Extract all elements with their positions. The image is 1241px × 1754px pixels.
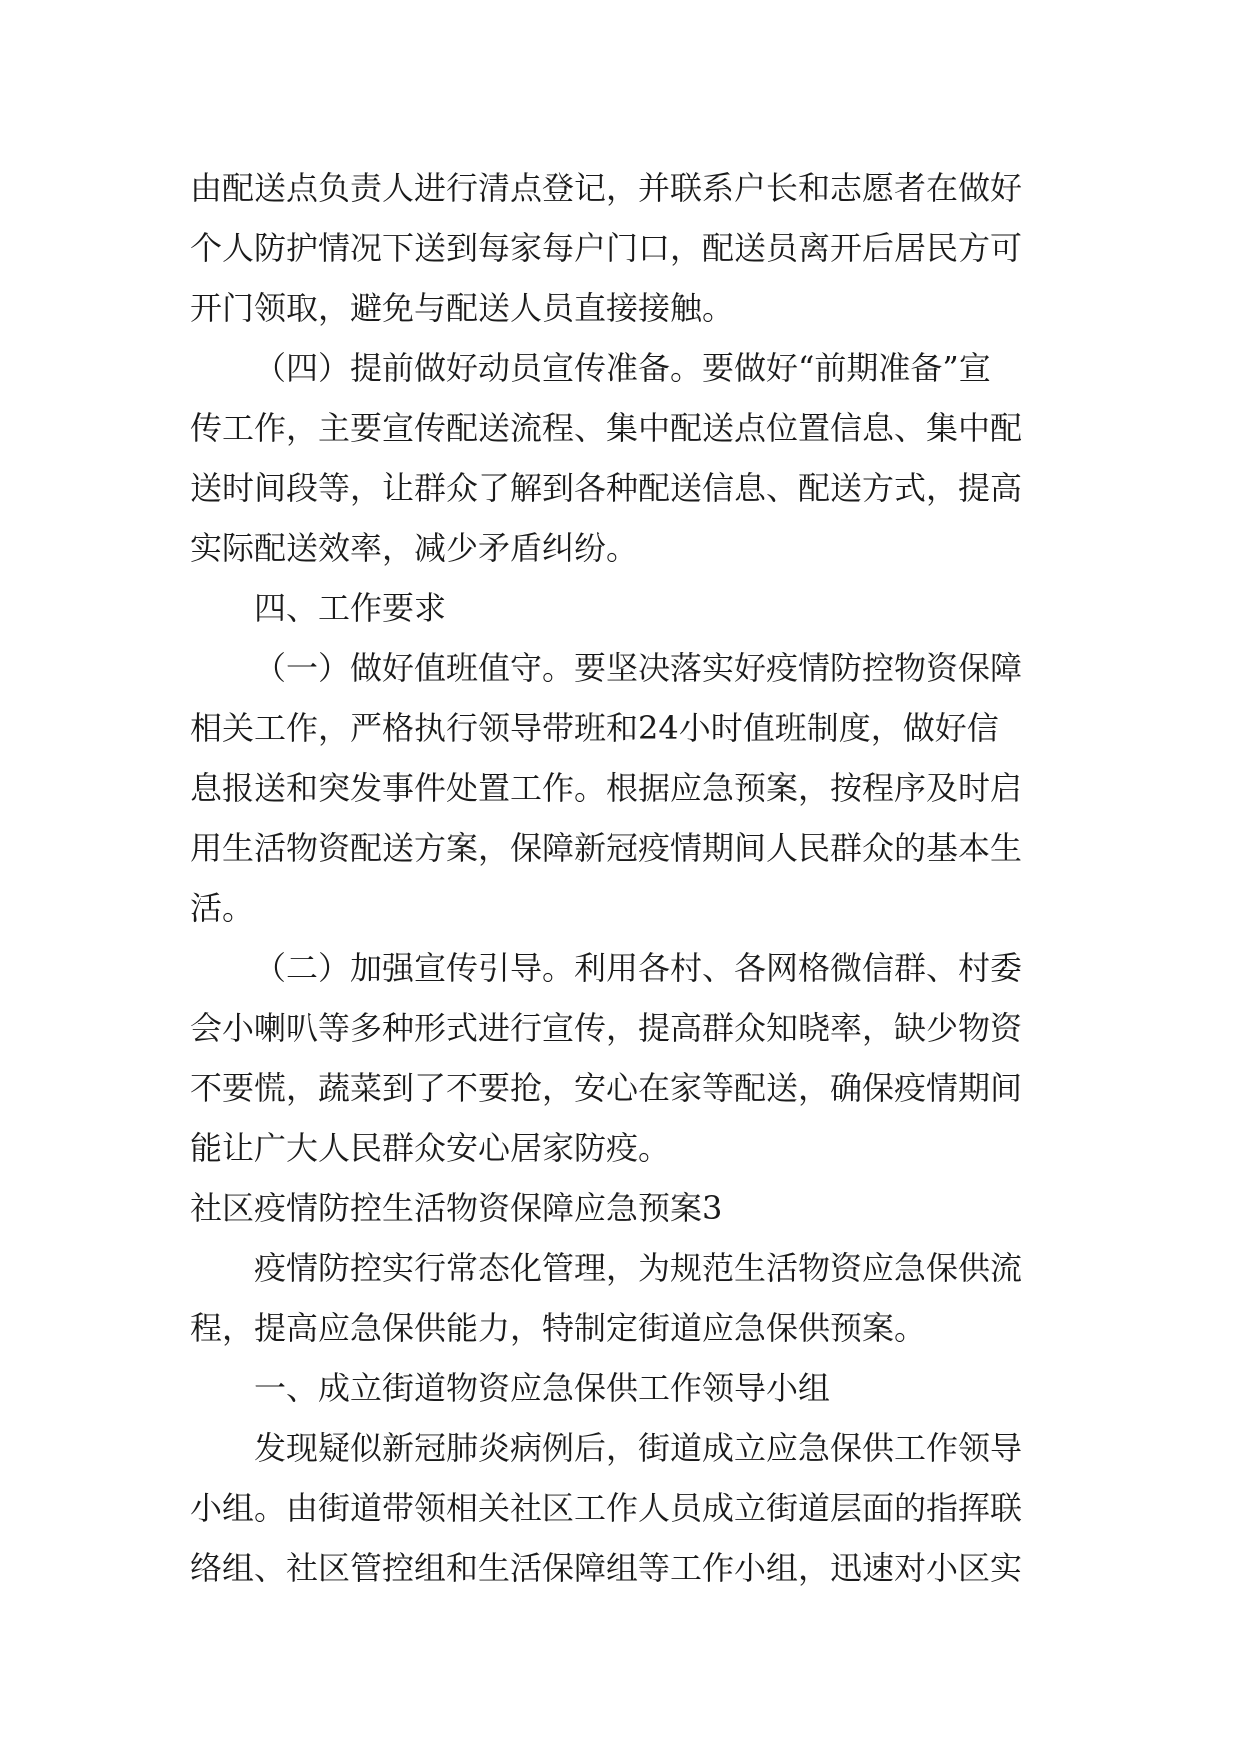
paragraph-line: （四）提前做好动员宣传准备。要做好“前期准备”宣 [254,349,991,387]
paragraph-line: 络组、社区管控组和生活保障组等工作小组，迅速对小区实 [190,1549,1023,1587]
paragraph-line: 送时间段等，让群众了解到各种配送信息、配送方式，提高 [190,469,1023,507]
paragraph-line: 传工作，主要宣传配送流程、集中配送点位置信息、集中配 [190,409,1023,447]
paragraph-line: 不要慌，蔬菜到了不要抢，安心在家等配送，确保疫情期间 [190,1069,1023,1107]
paragraph-line: （二）加强宣传引导。利用各村、各网格微信群、村委 [254,949,1023,987]
paragraph-line: 息报送和突发事件处置工作。根据应急预案，按程序及时启 [190,769,1023,807]
paragraph-line: 实际配送效率，减少矛盾纠纷。 [190,529,639,567]
paragraph-line: 小组。由街道带领相关社区工作人员成立街道层面的指挥联 [190,1489,1023,1527]
paragraph-line: 程，提高应急保供能力，特制定街道应急保供预案。 [190,1309,927,1347]
paragraph-line: 能让广大人民群众安心居家防疫。 [190,1129,671,1167]
paragraph-line: 活。 [190,889,255,927]
paragraph-line: 由配送点负责人进行清点登记，并联系户长和志愿者在做好 [190,169,1023,207]
paragraph-line: 发现疑似新冠肺炎病例后，街道成立应急保供工作领导 [254,1429,1023,1467]
paragraph-line: 相关工作，严格执行领导带班和24小时值班制度，做好信 [190,709,999,747]
paragraph-line: 会小喇叭等多种形式进行宣传，提高群众知晓率，缺少物资 [190,1009,1023,1047]
paragraph-line: 个人防护情况下送到每家每户门口，配送员离开后居民方可 [190,229,1023,267]
paragraph-line: （一）做好值班值守。要坚决落实好疫情防控物资保障 [254,649,1023,687]
document-title: 社区疫情防控生活物资保障应急预案3 [190,1189,723,1227]
paragraph-line: 开门领取，避免与配送人员直接接触。 [190,289,735,327]
paragraph-line: 疫情防控实行常态化管理，为规范生活物资应急保供流 [254,1249,1023,1287]
paragraph-line: 用生活物资配送方案，保障新冠疫情期间人民群众的基本生 [190,829,1023,867]
section-heading: 一、成立街道物资应急保供工作领导小组 [254,1369,831,1407]
section-heading: 四、工作要求 [254,589,447,627]
